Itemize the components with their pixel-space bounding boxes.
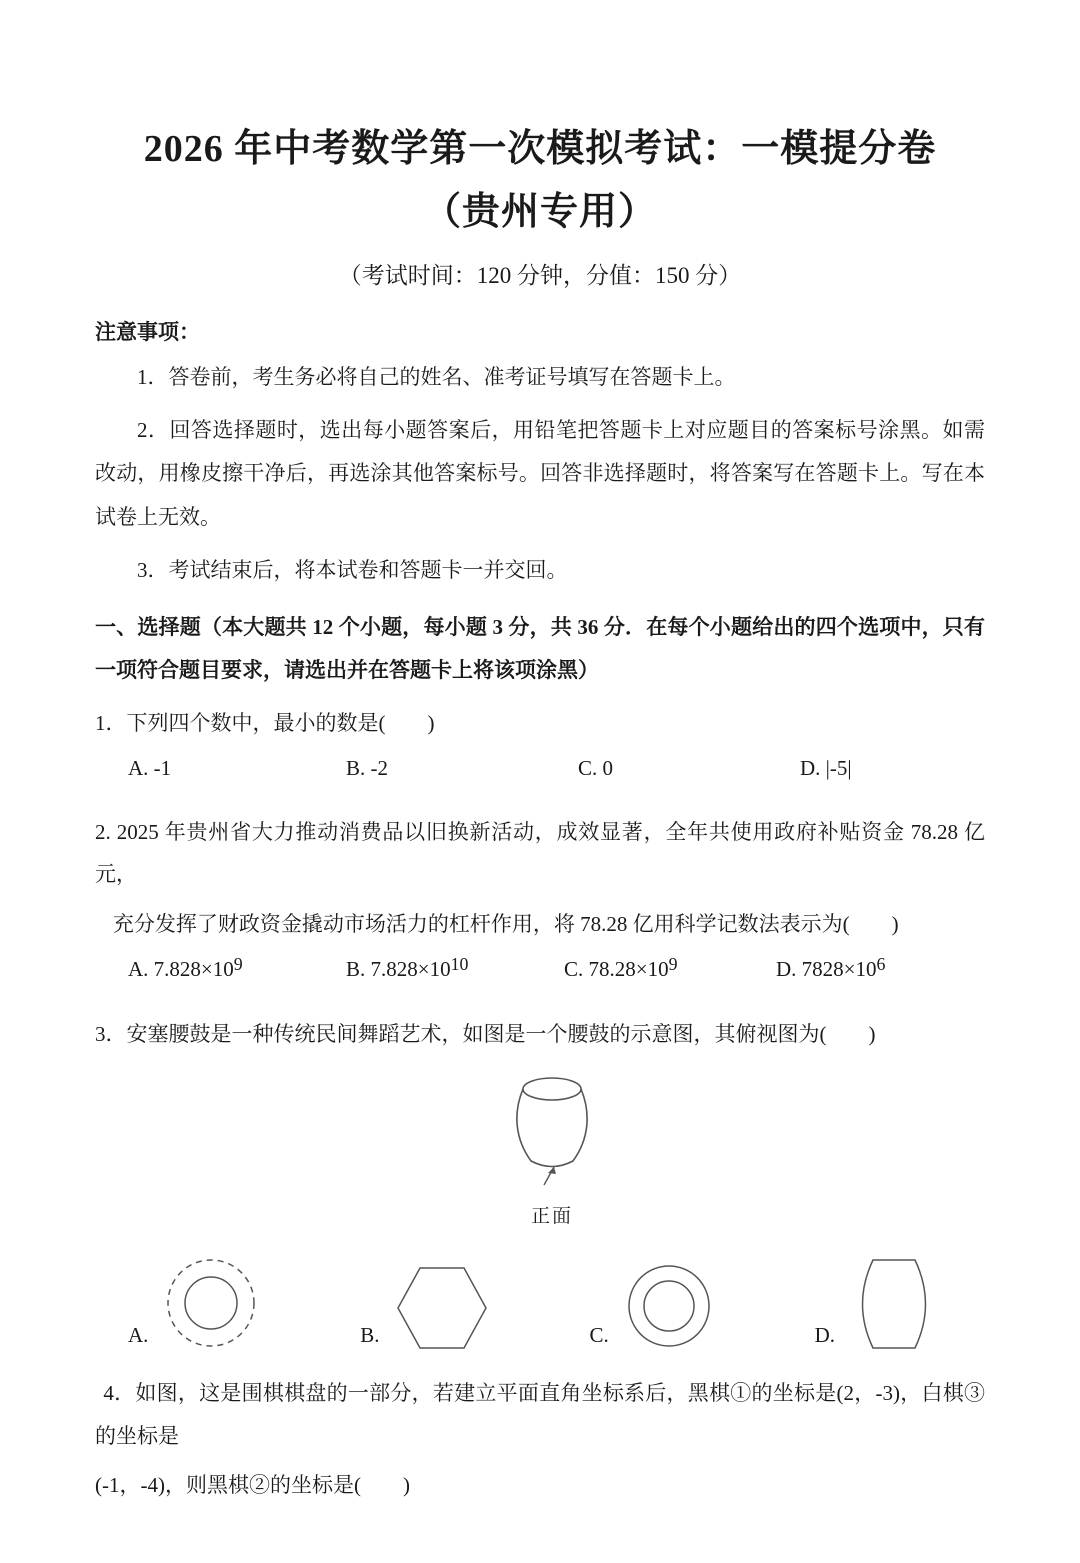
hexagon-figure xyxy=(396,1266,488,1350)
q3-option-b-label: B. xyxy=(360,1322,380,1347)
q3-option-c-label: C. xyxy=(589,1322,609,1347)
question-3-stem: 3．安塞腰鼓是一种传统民间舞蹈艺术，如图是一个腰鼓的示意图，其俯视图为( ) xyxy=(95,1021,876,1046)
concentric-circles-figure xyxy=(625,1262,713,1350)
q1-option-c: C. 0 xyxy=(578,755,614,780)
q2-option-a-exponent: 9 xyxy=(233,954,243,975)
q3-option-c-cell xyxy=(589,1262,712,1350)
exam-title: 2026 年中考数学第一次模拟考试：一模提分卷（贵州专用） xyxy=(143,128,937,233)
question-4-stem-line-2: (-1，-4)，则黑棋②的坐标是( ) xyxy=(95,1472,410,1497)
q1-option-b: B. -2 xyxy=(346,755,388,780)
q2-option-d-exponent: 6 xyxy=(876,954,886,975)
question-2-stem-line-1: 2. 2025 年贵州省大力推动消费品以旧换新活动，成效显著，全年共使用政府补贴资金 78.28 亿元， xyxy=(95,820,985,887)
notice-item-3: 3．考试结束后，将本试卷和答题卡一并交回。 xyxy=(137,557,568,582)
q3-option-d-cell xyxy=(815,1258,937,1350)
notice-item-1: 1．答卷前，考生务必将自己的姓名、准考证号填写在答题卡上。 xyxy=(137,365,736,390)
q2-option-a xyxy=(128,953,346,987)
question-3-option-figures xyxy=(95,1256,985,1350)
dashed-circle-figure xyxy=(164,1256,258,1350)
q2-option-c-base: C. 78.28×10 xyxy=(564,957,669,982)
q3-drum-figure-block xyxy=(95,1073,985,1228)
q2-option-b xyxy=(346,953,564,987)
question-2-options xyxy=(95,953,985,987)
q2-option-b-exponent: 10 xyxy=(450,954,469,975)
q2-option-c xyxy=(564,953,776,987)
section-1-heading: 一、选择题（本大题共 12 个小题，每小题 3 分，共 36 分．在每个小题给出的四个选项中，只有一项符合题目要求，请选出并在答题卡上将该项涂黑） xyxy=(95,614,985,682)
q3-option-a-label: A. xyxy=(128,1322,149,1347)
drum-figure xyxy=(504,1073,600,1199)
q2-option-d xyxy=(776,953,885,987)
q2-option-a-base: A. 7.828×10 xyxy=(128,957,234,982)
question-4-block xyxy=(95,1372,985,1507)
question-1-stem: 1．下列四个数中，最小的数是( ) xyxy=(95,710,435,735)
q2-option-d-base: D. 7828×10 xyxy=(776,957,877,982)
q1-option-d: D. |-5| xyxy=(800,755,852,780)
drum-front-label: 正面 xyxy=(530,1205,573,1227)
notice-item-2: 2．回答选择题时，选出每小题答案后，用铅笔把答题卡上对应题目的答案标号涂黑。如需改动，用橡皮擦干净后，再选涂其他答案标号。回答非选择题时，将答案写在答题卡上。写在本试卷上无效。 xyxy=(95,418,985,529)
question-4-stem-line-1: 4．如图，这是围棋棋盘的一部分，若建立平面直角坐标系后，黑棋①的坐标是(2，-3)，白棋③的坐标是 xyxy=(95,1380,985,1448)
barrel-figure xyxy=(851,1258,937,1350)
q2-option-b-base: B. 7.828×10 xyxy=(346,957,451,982)
q3-drum-figure-inner xyxy=(504,1073,600,1228)
notice-heading: 注意事项： xyxy=(95,320,200,345)
exam-subtitle: （考试时间：120 分钟，分值：150 分） xyxy=(338,263,742,289)
q2-option-c-exponent: 9 xyxy=(668,954,678,975)
q3-option-a-cell xyxy=(128,1256,258,1350)
q3-option-d-label: D. xyxy=(814,1322,835,1347)
q1-option-a: A. -1 xyxy=(128,755,172,780)
question-1-options xyxy=(95,752,985,786)
q3-option-b-cell xyxy=(360,1266,487,1350)
question-2-stem-line-2: 充分发挥了财政资金撬动市场活力的杠杆作用，将 78.28 亿用科学记数法表示为( ) xyxy=(112,912,899,937)
